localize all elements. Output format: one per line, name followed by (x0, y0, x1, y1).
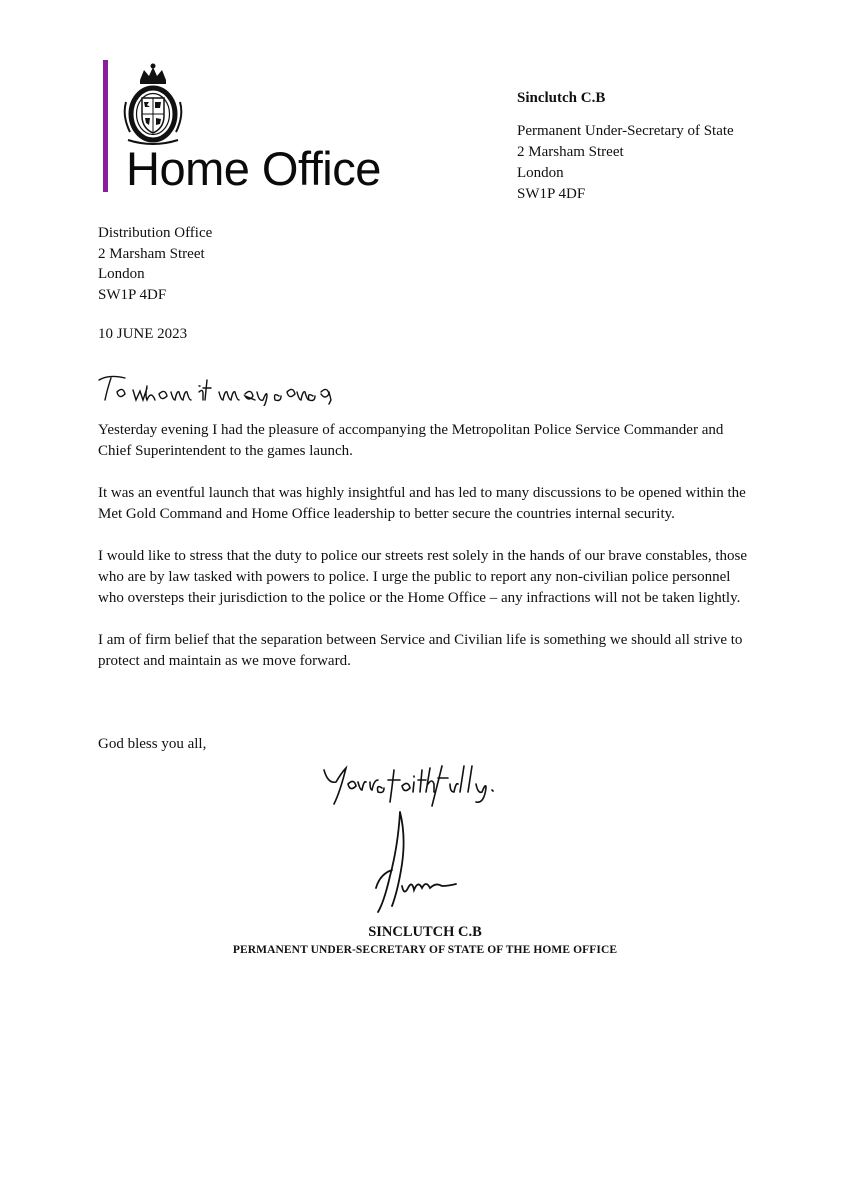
letter-date: 10 JUNE 2023 (98, 326, 188, 342)
handwritten-valediction (318, 762, 528, 810)
recipient-address-line: London (98, 266, 145, 282)
body-paragraph: I am of firm belief that the separation between Service and Civilian life is something we should all strive to protect and maintain as we move forward. (98, 632, 743, 669)
body-paragraph: Yesterday evening I had the pleasure of accompanying the Metropolitan Police Service Commander and Chief Superintendent to the games launch. (98, 422, 724, 459)
body-paragraph: It was an eventful launch that was highly insightful and has led to many discussions to be opened within the Met Gold Command and Home Office leadership to better secure the countries internal security. (98, 485, 746, 522)
sender-address-line: SW1P 4DF (517, 186, 586, 202)
letterhead-accent-bar (103, 60, 108, 192)
sender-address-line: London (517, 165, 564, 181)
letter-body (98, 420, 758, 693)
sender-address-block (517, 88, 734, 205)
recipient-address-block (98, 223, 212, 305)
recipient-address-line: Distribution Office (98, 225, 213, 241)
body-paragraph: I would like to stress that the duty to police our streets rest solely in the hands of our brave constables, those who are by law tasked with powers to police. I urge the public to report any non-civilian police personnel who oversteps their jurisdiction to the police or the Home Office – any infractions will not be taken lightly. (98, 548, 748, 606)
royal-coat-of-arms-icon (118, 62, 188, 146)
letterhead-office-name: Home Office (126, 142, 381, 195)
signatory-title: PERMANENT UNDER-SECRETARY OF STATE OF THE HOME OFFICE (232, 944, 618, 956)
sender-address-line: Permanent Under-Secretary of State (517, 123, 734, 139)
recipient-address-line: SW1P 4DF (98, 286, 167, 303)
handwritten-signature (340, 806, 470, 916)
recipient-address-line: 2 Marsham Street (98, 245, 205, 262)
sender-address-line: 2 Marsham Street (517, 144, 624, 160)
closing-line: God bless you all, (98, 736, 207, 752)
handwritten-salutation (95, 370, 335, 406)
signatory-name: SINCLUTCH C.B (368, 924, 482, 940)
sender-name: Sinclutch C.B (517, 90, 606, 106)
